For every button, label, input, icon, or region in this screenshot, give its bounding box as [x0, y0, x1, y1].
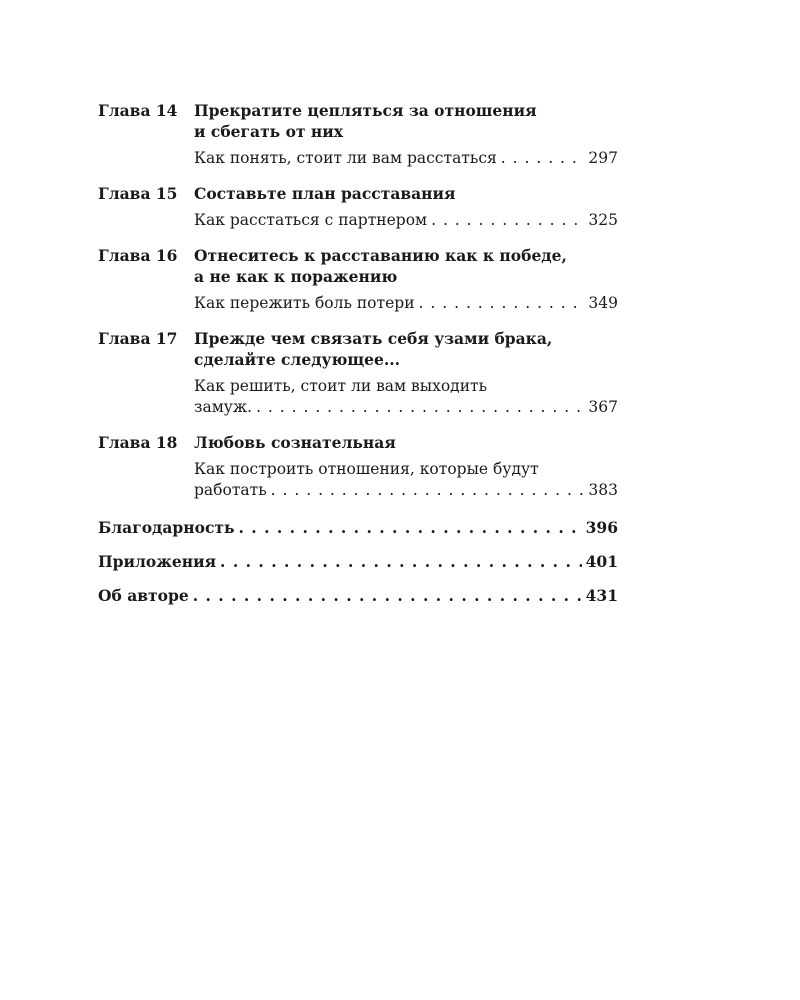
chapter-title-line: а не как к поражению: [194, 267, 398, 286]
chapter-title-line: Отнеситесь к расставанию как к победе,: [194, 246, 567, 265]
toc-chapter-16: [98, 245, 618, 314]
chapter-number: Глава 18: [98, 433, 178, 452]
page-number: 297: [588, 149, 618, 167]
dot-leader: [271, 480, 585, 501]
chapter-subtitle: [194, 459, 618, 501]
entry-title: Благодарность: [98, 518, 235, 537]
dot-leader: [419, 293, 585, 314]
toc-chapter-15: [98, 183, 618, 231]
chapter-number: Глава 16: [98, 246, 178, 265]
chapter-title: [194, 100, 618, 142]
chapter-subtitle-text: Как понять, стоит ли вам расстаться: [194, 149, 497, 167]
chapter-title-line: и сбегать от них: [194, 122, 344, 141]
chapter-title-line: Прежде чем связать себя узами брака,: [194, 329, 553, 348]
chapter-title: [194, 432, 618, 453]
back-matter: [98, 517, 618, 606]
dot-leader: [193, 585, 582, 606]
chapter-subtitle: [194, 148, 618, 169]
chapter-number: Глава 17: [98, 329, 178, 348]
dot-leader: [501, 148, 585, 169]
toc-leader-line: [194, 480, 618, 501]
page-number: 325: [588, 211, 618, 229]
chapter-number: Глава 15: [98, 184, 178, 203]
toc-entry-acknowledgements: [98, 517, 618, 538]
table-of-contents: [98, 100, 618, 619]
page-number: 431: [585, 586, 618, 605]
chapter-subtitle: [194, 293, 618, 314]
chapter-title-line: Прекратите цепляться за отношения: [194, 101, 537, 120]
chapter-subtitle-line: Как построить отношения, которые будут: [194, 460, 539, 478]
dot-leader: [220, 551, 582, 572]
chapter-title-line: Любовь сознательная: [194, 433, 396, 452]
page-number: 383: [588, 481, 618, 499]
dot-leader: [431, 210, 584, 231]
chapter-title-line: Составьте план расставания: [194, 184, 456, 203]
page-number: 396: [585, 518, 618, 537]
chapter-subtitle-line: Как решить, стоит ли вам выходить: [194, 377, 488, 395]
chapter-subtitle-text: Как пережить боль потери: [194, 294, 415, 312]
chapter-subtitle-text: Как расстаться с партнером: [194, 211, 428, 229]
chapter-title: [194, 183, 618, 204]
toc-leader-line: [194, 210, 618, 231]
chapter-subtitle: [194, 376, 618, 418]
toc-chapter-14: [98, 100, 618, 169]
chapter-number: Глава 14: [98, 101, 178, 120]
chapter-subtitle: [194, 210, 618, 231]
page-number: 367: [588, 398, 618, 416]
dot-leader: [239, 517, 582, 538]
toc-entry-appendices: [98, 551, 618, 572]
dot-leader: [256, 397, 584, 418]
chapter-subtitle-text: замуж.: [194, 398, 253, 416]
chapter-subtitle-text: работать: [194, 481, 267, 499]
toc-leader-line: [194, 293, 618, 314]
entry-title: Приложения: [98, 552, 217, 571]
toc-entry-about-author: [98, 585, 618, 606]
toc-chapter-17: [98, 328, 618, 418]
entry-title: Об авторе: [98, 586, 189, 605]
toc-leader-line: [194, 148, 618, 169]
toc-leader-line: [194, 397, 618, 418]
chapter-title-line: сделайте следующее...: [194, 350, 401, 369]
chapter-title: [194, 328, 618, 370]
page-number: 401: [585, 552, 618, 571]
page-number: 349: [588, 294, 618, 312]
toc-chapter-18: [98, 432, 618, 501]
chapter-title: [194, 245, 618, 287]
